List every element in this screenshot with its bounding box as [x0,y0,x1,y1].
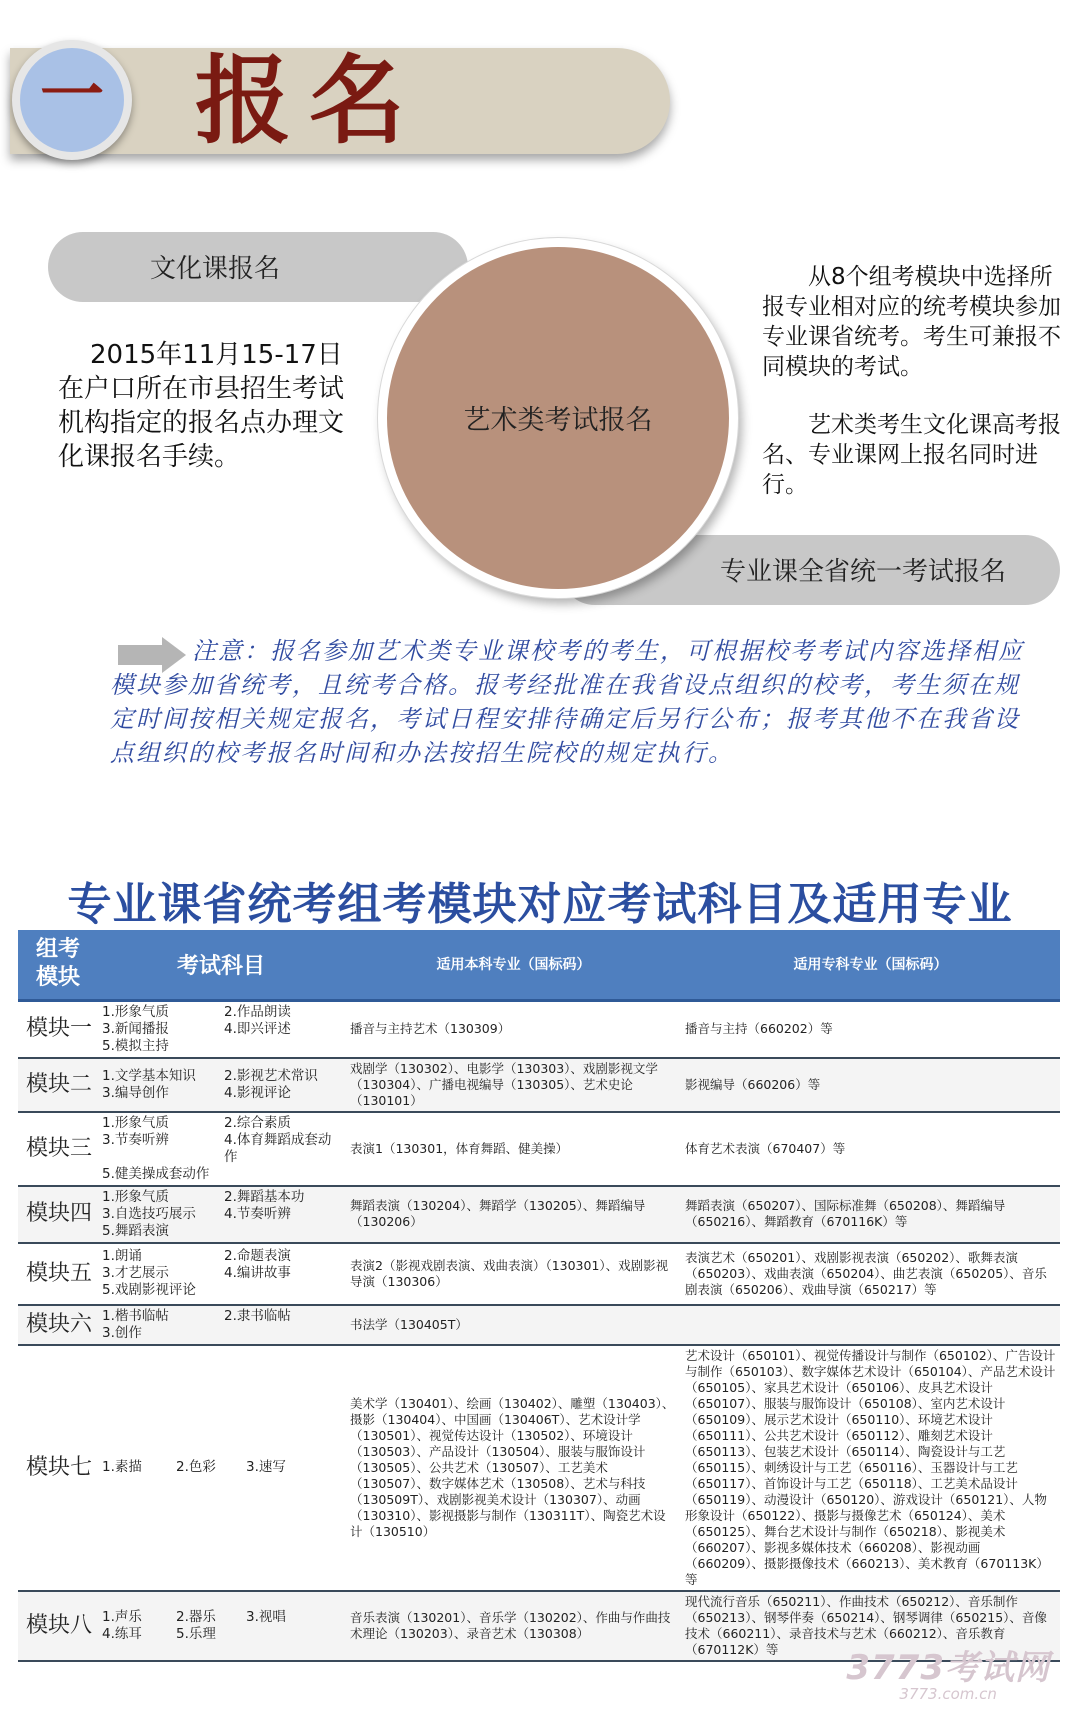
subject-item: 4.体育舞蹈成套动作 [224,1131,332,1165]
module-name: 模块八 [18,1591,96,1661]
undergrad-majors: 表演1（130301，体育舞蹈、健美操） [346,1112,681,1186]
undergrad-majors: 美术学（130401）、绘画（130402）、雕塑（130403）、摄影（130404）、中国画（130406T）、艺术设计学（130501）、视觉传达设计（130502）、环境设计（130503）、产品设计（130504）、服装与服饰设计（130505）、公共艺术（130507）、工艺美术（130507）、数字媒体艺术（130508）、艺术与科技（130509T）、戏剧影视美术设计（130307）、动画（130310）、影视摄影与制作（130311T）、陶瓷艺术设计（130510） [346,1345,681,1591]
subject-item: 4.即兴评述 [224,1020,291,1037]
subject-item: 2.舞蹈基本功 [224,1188,305,1205]
subject-item: 2.命题表演 [224,1248,291,1264]
subject-item: 4.节奏听辨 [224,1205,291,1222]
subject-item: 1.朗诵 [102,1248,142,1264]
subject-item: 2.隶书临帖 [224,1307,291,1324]
subject-item: 2.作品朗读 [224,1003,291,1020]
table-row [18,1112,1060,1186]
notice-text: 注意：报名参加艺术类专业课校考的考生，可根据校考考试内容选择相应模块参加省统考，且统考合格。报考经批准在我省设点组织的校考，考生须在规定时间按相关规定报名，考试日程安排待确定后另行公布；报考其他不在我省设点组织的校考报名时间和办法按招生院校的规定执行。 [110,637,1024,767]
vocational-majors: 播音与主持（660202）等 [681,1000,1060,1058]
subject-item: 5.健美操成套动作 [102,1165,210,1182]
watermark-url: 3773.com.cn [899,1685,997,1703]
table-header-row [18,930,1060,1000]
table-row [18,1058,1060,1112]
undergrad-majors: 播音与主持艺术（130309） [346,1000,681,1058]
header-vocational: 适用专科专业（国标码） [681,930,1060,1000]
header-module: 组考模块 [18,930,96,1000]
subject-item: 5.模拟主持 [102,1037,169,1054]
vocational-majors: 体育艺术表演（670407）等 [681,1112,1060,1186]
subject-item: 1.形象气质 [102,1114,169,1131]
table-row [18,1243,1060,1305]
subject-item: 5.戏剧影视评论 [102,1282,196,1298]
module-name: 模块三 [18,1112,96,1186]
module-subjects [96,1305,346,1345]
vocational-majors: 舞蹈表演（650207）、国际标准舞（650208）、舞蹈编导（650216）、舞蹈教育（670116K）等 [681,1186,1060,1243]
table-row [18,1345,1060,1591]
module-subjects [96,1058,346,1112]
subject-item: 3.视唱 [246,1608,286,1625]
module-name: 模块六 [18,1305,96,1345]
table-row [18,1186,1060,1243]
professional-exam-label: 专业课全省统一考试报名 [720,557,1007,587]
vocational-majors: 表演艺术（650201）、戏剧影视表演（650202）、歌舞表演（650203）、戏曲表演（650204）、曲艺表演（650205）、音乐剧表演（650206）、戏曲导演（650217）等 [681,1243,1060,1305]
header-undergrad: 适用本科专业（国标码） [346,930,681,1000]
culture-course-label: 文化课报名 [150,254,281,284]
module-subjects [96,1186,346,1243]
module-name: 模块四 [18,1186,96,1243]
module-name: 模块二 [18,1058,96,1112]
simultaneous-registration-note: 艺术类考生文化课高考报名、专业课网上报名同时进行。 [762,412,1061,498]
vocational-majors: 影视编导（660206）等 [681,1058,1060,1112]
subject-item: 1.素描 [102,1459,142,1475]
module-subjects [96,1112,346,1186]
undergrad-majors: 表演2（影视戏剧表演、戏曲表演）（130301）、戏剧影视导演（130306） [346,1243,681,1305]
subject-item: 3.新闻播报 [102,1020,169,1037]
module-subjects [96,1345,346,1591]
subject-item: 5.乐理 [176,1625,216,1642]
vocational-majors [681,1305,1060,1345]
subject-item: 5.舞蹈表演 [102,1222,169,1239]
subject-item: 3.编导创作 [102,1084,169,1101]
undergrad-majors: 书法学（130405T） [346,1305,681,1345]
subject-item: 3.创作 [102,1324,142,1341]
module-name: 模块五 [18,1243,96,1305]
undergrad-majors: 舞蹈表演（130204）、舞蹈学（130205）、舞蹈编导（130206） [346,1186,681,1243]
page-title: 报名 [195,45,423,157]
subject-item: 2.色彩 [176,1459,216,1475]
vocational-majors: 艺术设计（650101）、视觉传播设计与制作（650102）、广告设计与制作（650103）、数字媒体艺术设计（650104）、产品艺术设计（650105）、家具艺术设计（650106）、皮具艺术设计（650107）、服装与服饰设计（650108）、室内艺术设计（650109）、展示艺术设计（650110）、环境艺术设计（650111）、公共艺术设计（650112）、雕刻艺术设计（650113）、包装艺术设计（650114）、陶瓷设计与工艺（650115）、刺绣设计与工艺（650116）、玉器设计与工艺（650117）、首饰设计与工艺（650118）、工艺美术品设计（650119）、动漫设计（650120）、游戏设计（650121）、人物形象设计（650122）、摄影与摄像艺术（650124）、美术（650125）、舞台艺术设计与制作（650218）、影视美术（660207）、影视多媒体技术（660208）、影视动画（660209）、摄影摄像技术（660213）、美术教育（670113K）等 [681,1345,1060,1591]
module-name: 模块一 [18,1000,96,1058]
subject-item: 1.形象气质 [102,1003,169,1020]
watermark [846,1640,1050,1703]
subject-item: 3.才艺展示 [102,1265,169,1281]
culture-course-description: 2015年11月15-17日在户口所在市县招生考试机构指定的报名点办理文化课报名手续。 [58,340,345,472]
module-subjects [96,1591,346,1661]
undergrad-majors: 音乐表演（130201）、音乐学（130202）、作曲与作曲技术理论（130203）、录音艺术（130308） [346,1591,681,1661]
subject-item: 2.影视艺术常识 [224,1067,318,1084]
module-subjects [96,1243,346,1305]
subject-item: 2.器乐 [176,1608,216,1625]
vocational-majors: 现代流行音乐（650211）、作曲技术（650212）、音乐制作（650213）、钢琴伴奏（650214）、钢琴调律（650215）、音像技术（660211）、录音技术与艺术（660212）、音乐教育（670112K）等 [681,1591,1060,1661]
subject-item: 1.楷书临帖 [102,1307,169,1324]
subject-item: 3.节奏听辨 [102,1131,169,1148]
section-number: 一 [40,59,104,133]
subject-item: 4.编讲故事 [224,1265,291,1281]
subject-item: 1.文学基本知识 [102,1067,196,1084]
subject-item: 2.综合素质 [224,1114,291,1131]
module-subjects [96,1000,346,1058]
table-title: 专业课省统考组考模块对应考试科目及适用专业 [67,879,1013,930]
subject-item: 3.速写 [246,1459,286,1475]
module-table [18,930,1060,1662]
art-exam-label: 艺术类考试报名 [463,405,653,436]
undergrad-majors: 戏剧学（130302）、电影学（130303）、戏剧影视文学（130304）、广播电视编导（130305）、艺术史论（130101） [346,1058,681,1112]
watermark-brand: 3773考试网 [846,1648,1050,1688]
subject-item: 3.自选技巧展示 [102,1205,196,1222]
table-row [18,1000,1060,1058]
module-selection-description: 从8个组考模块中选择所报专业相对应的统考模块参加专业课省统考。考生可兼报不同模块的考试。 [762,264,1061,380]
subject-item: 1.形象气质 [102,1188,169,1205]
subject-item: 4.练耳 [102,1625,142,1642]
table-row [18,1305,1060,1345]
subject-item: 1.声乐 [102,1608,142,1625]
header-subjects: 考试科目 [96,930,346,1000]
subject-item: 4.影视评论 [224,1084,291,1101]
module-name: 模块七 [18,1345,96,1591]
